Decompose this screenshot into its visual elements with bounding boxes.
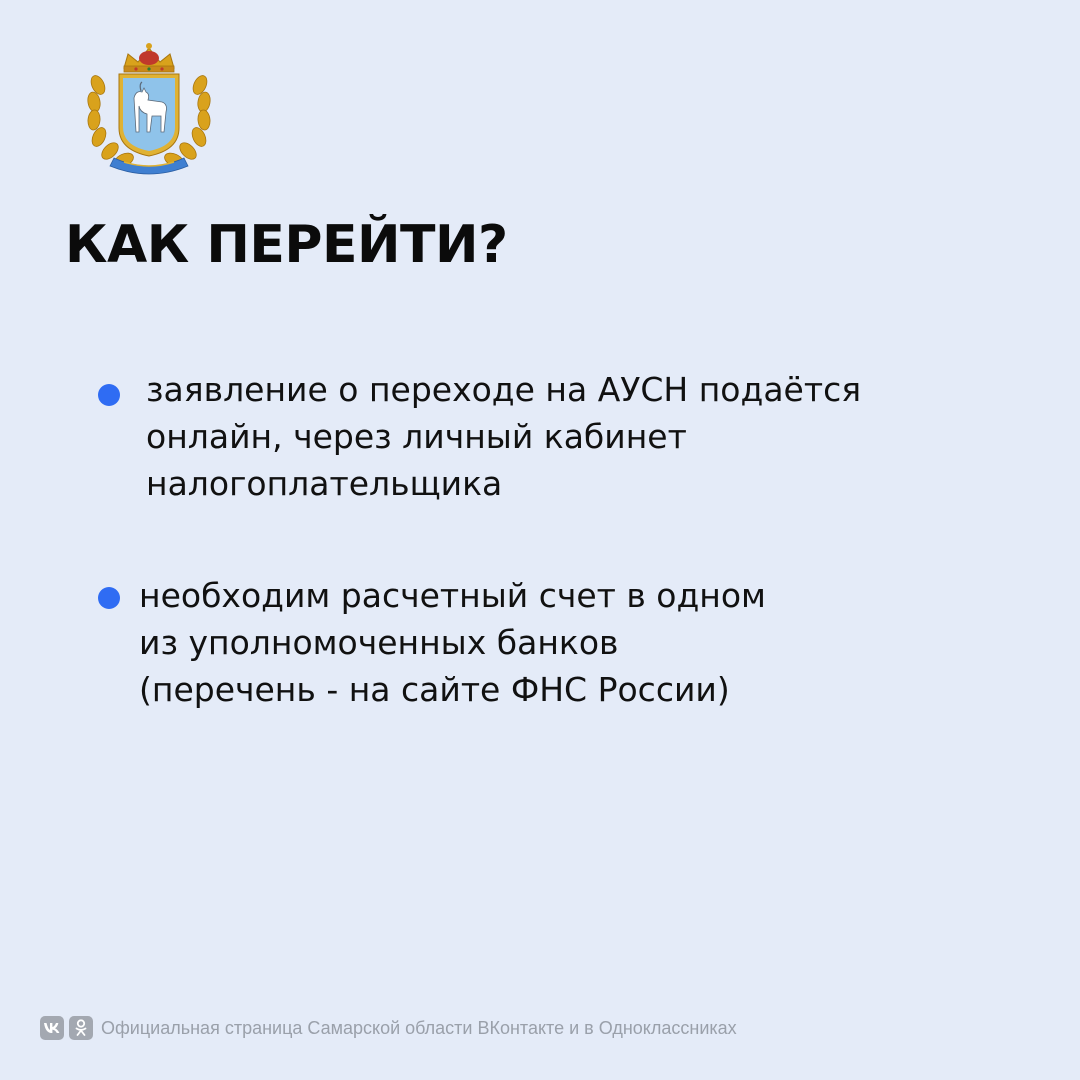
list-item-line: из уполномоченных банков [139, 623, 619, 662]
bullet-dot-icon [98, 384, 120, 406]
footer [40, 1016, 737, 1040]
footer-text: Официальная страница Самарской области ВКонтакте и в Одноклассниках [101, 1017, 737, 1038]
list-item-line: заявление о переходе на АУСН подаётся [146, 370, 862, 409]
list-item-line: онлайн, через личный кабинет [146, 417, 687, 456]
odnoklassniki-icon [69, 1016, 93, 1040]
list-item-text [146, 366, 861, 507]
samara-coat-of-arms-icon [84, 40, 214, 175]
list-item-text [139, 572, 766, 713]
page-title: КАК ПЕРЕЙТИ? [65, 215, 508, 275]
bullet-dot-icon [98, 587, 120, 609]
list-item-line: (перечень - на сайте ФНС России) [139, 670, 730, 709]
list-item-line: необходим расчетный счет в одном [139, 576, 766, 615]
vk-icon [40, 1016, 64, 1040]
list-item-line: налогоплательщика [146, 464, 503, 503]
